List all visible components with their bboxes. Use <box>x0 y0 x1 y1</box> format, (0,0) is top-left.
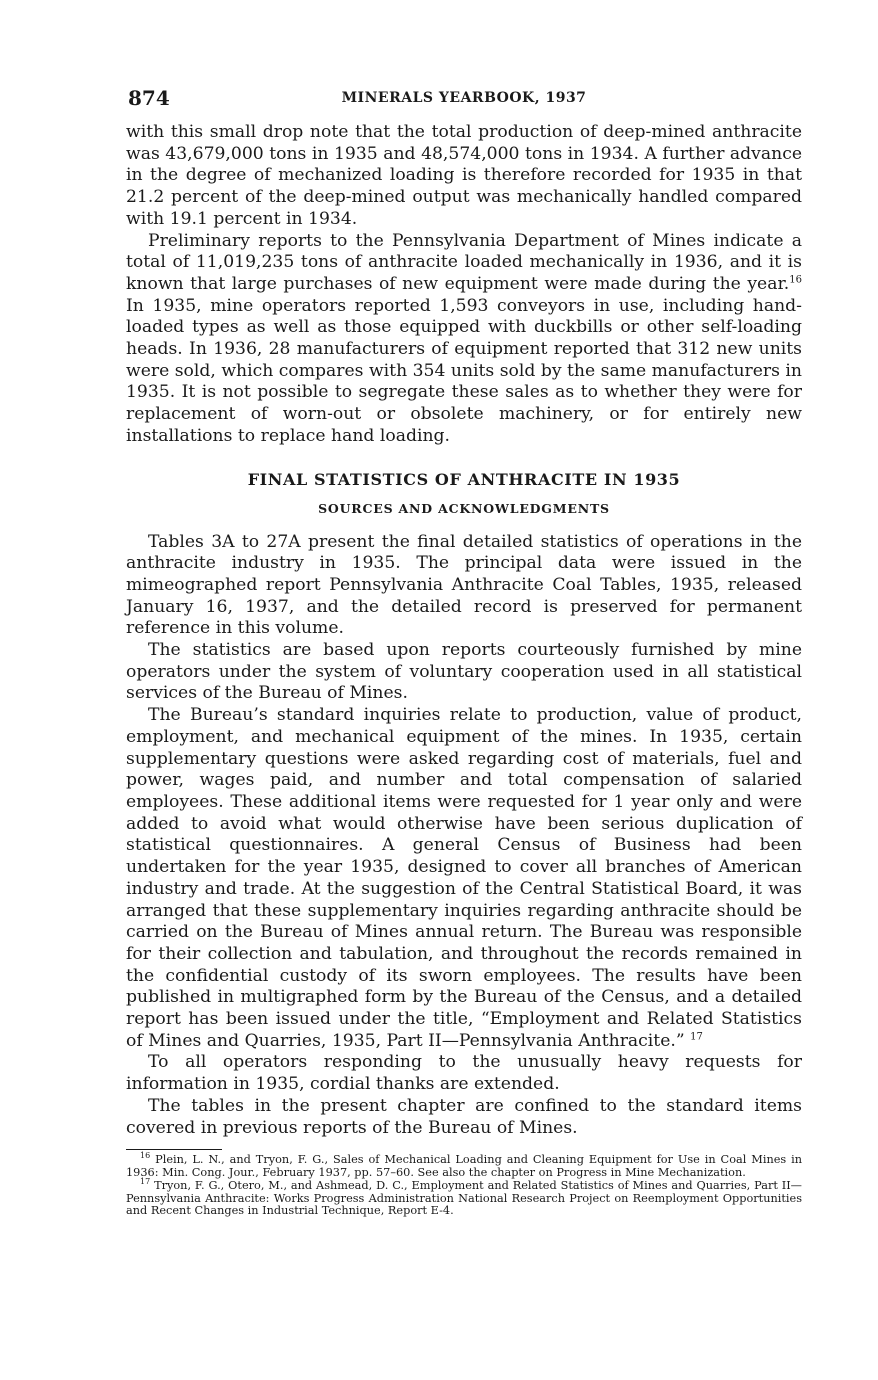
paragraph-preliminary-reports <box>126 231 802 448</box>
paragraph-thanks: To all operators responding to the unusually heavy requests for information in 1935, cordial thanks are extended. <box>126 1052 802 1095</box>
sub-heading: SOURCES AND ACKNOWLEDGMENTS <box>318 500 610 516</box>
paragraph-text: The Bureau’s standard inquiries relate to production, value of product, employment, and mechanical equipment of the mines. In 1935, certain supplementary questions were asked regarding cost of materials, fuel and power, wages paid, and number and total compensation of salaried employees. These additional items were requested for 1 year only and were added to avoid what would otherwise have been serious duplication of statistical questionnaires. A general Census of Business had been undertaken for the year 1935, designed to cover all branches of American industry and trade. At the suggestion of the Central Statistical Board, it was arranged that these supplementary inquiries regarding anthracite should be carried on the Bureau of Mines annual return. The Bureau was responsible for their collection and tabulation, and throughout the records remained in the confidential custody of its sworn employees. The results have been published in multigraphed form by the Bureau of the Census, and a detailed report has been issued under the title, “Employment and Related Statistics of Mines and Quarries, 1935, Part II—Pennsylvania Anthracite.” <box>126 705 802 1051</box>
page-number: 874 <box>128 86 170 110</box>
paragraph-bureau-inquiries <box>126 705 802 1052</box>
running-title: MINERALS YEARBOOK, 1937 <box>341 90 587 106</box>
footnote-number: 17 <box>140 1177 151 1187</box>
paragraph-tables: Tables 3A to 27A present the final detailed statistics of operations in the anthracite industry in 1935. The principal data were issued in the mimeographed report Pennsylvania Anthracite Coal Tables, 1935, released January 16, 1937, and the detailed record is preserved for permanent reference in this volume. <box>126 531 802 639</box>
footnote-17 <box>126 1177 802 1218</box>
paragraph-text: In 1935, mine operators reported 1,593 conveyors in use, including hand-loaded types as well as those equipped with duckbills or other self-loading heads. In 1936, 28 manufacturers of equipment reported that 312 new units were sold, which compares with 354 units sold by the same manufacturers in 1935. It is not possible to segregate these sales as to whether they were for replacement of worn-out or obsolete machinery, or for entirely new installations to replace hand loading. <box>126 295 802 446</box>
footnote-text: Plein, L. N., and Tryon, F. G., Sales of Mechanical Loading and Cleaning Equipment for Use in Coal Mines in 1936: Min. Cong. Jour., February 1937, pp. 57–60. See also the chapter on Progress in Mine Mechanization. <box>126 1153 802 1180</box>
footnote-ref-16: 16 <box>789 274 802 286</box>
footnote-16 <box>126 1151 802 1180</box>
paragraph-tables-confined: The tables in the present chapter are confined to the standard items covered in previous reports of the Bureau of Mines. <box>126 1095 802 1138</box>
footnote-number: 16 <box>140 1151 151 1161</box>
section-heading: FINAL STATISTICS OF ANTHRACITE IN 1935 <box>247 469 681 489</box>
paragraph-continuation: with this small drop note that the total production of deep-mined anthracite was 43,679,000 tons in 1935 and 48,574,000 tons in 1934. A further advance in the degree of mechanized loading is therefore recorded for 1935 in that 21.2 percent of the deep-mined output was mechanically handled compared with 19.1 percent in 1934. <box>126 122 802 229</box>
paragraph-text: Preliminary reports to the Pennsylvania Department of Mines indicate a total of 11,019,235 tons of anthracite loaded mechanically in 1936, and it is known that large purchases of new equipment were made during the year. <box>126 230 802 294</box>
running-header <box>126 86 802 116</box>
document-page <box>126 86 802 1218</box>
footnote-text: Tryon, F. G., Otero, M., and Ashmead, D. C., Employment and Related Statistics of Mines and Quarries, Part II—Pennsylvania Anthracite: Works Progress Administration National Research Project on Reemployment Opportunities and Recent Changes in Industrial Technique, Report E-4. <box>126 1178 802 1218</box>
footnote-divider <box>126 1149 222 1150</box>
footnote-ref-17: 17 <box>690 1030 703 1042</box>
paragraph-statistics: The statistics are based upon reports courteously furnished by mine operators under the system of voluntary cooperation used in all statistical services of the Bureau of Mines. <box>126 640 802 704</box>
